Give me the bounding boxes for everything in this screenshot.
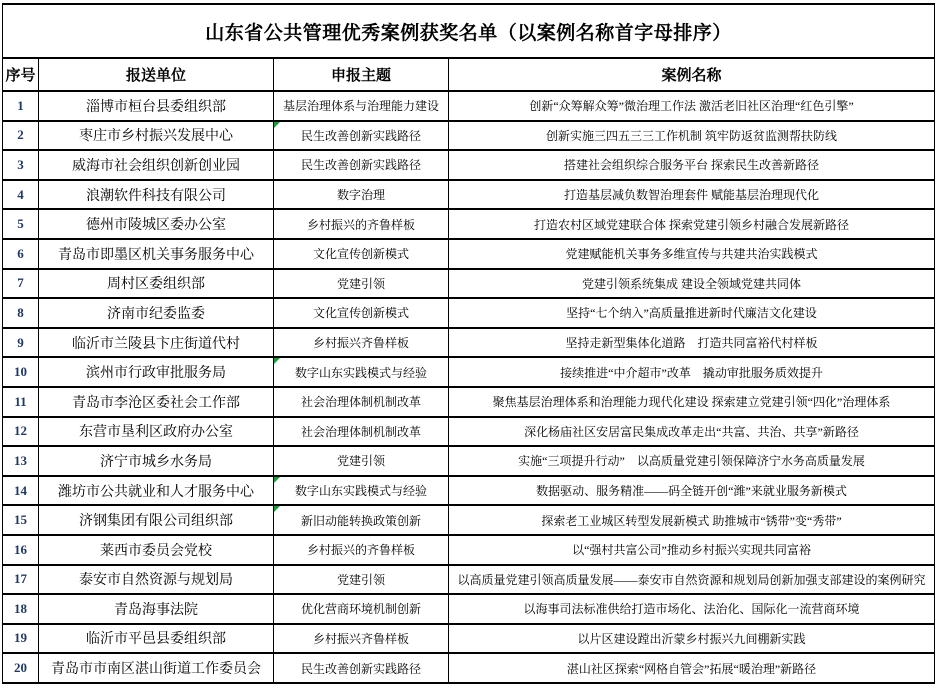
cell-text: 临沂市平邑县委组织部 [86,632,226,648]
cell-text: 淄博市桓台县委组织部 [86,99,226,115]
cell-text: 乡村振兴齐鲁样板 [312,336,409,351]
cell-case [449,653,935,683]
cell-case [449,417,935,447]
cell-theme [274,91,449,121]
cell-text: 德州市陵城区委办公室 [86,218,226,234]
cell-text: 12 [14,423,27,439]
cell-text: 民生改善创新实践路径 [300,158,421,173]
cell-theme [274,209,449,239]
cell-text: 优化营商环境机制创新 [300,602,421,617]
cell-unit [39,357,274,387]
cell-text: 滨州市行政审批服务局 [86,366,226,382]
cell-unit [39,505,274,535]
cell-theme [274,328,449,358]
table-row [3,91,935,121]
cell-no [3,298,39,328]
cell-case [449,150,935,180]
cell-case [449,505,935,535]
cell-error-marker-icon [274,477,280,483]
cell-text: 济宁市城乡水务局 [100,454,212,470]
cell-error-marker-icon [274,358,280,364]
table-row [3,180,935,210]
cell-no [3,269,39,299]
cell-no [3,150,39,180]
cell-text: 深化杨庙社区安居富民集成改革走出“共富、共治、共享”新路径 [524,424,859,439]
cell-case [449,91,935,121]
cell-text: 党建引领 [336,276,385,291]
cell-text: 潍坊市公共就业和人才服务中心 [58,484,254,500]
cell-text: 枣庄市乡村振兴发展中心 [79,129,233,145]
table-row [3,209,935,239]
cell-unit [39,269,274,299]
cell-no [3,653,39,683]
cell-theme [274,269,449,299]
cell-text: 6 [17,245,24,261]
cell-unit [39,565,274,595]
cell-text: 基层治理体系与治理能力建设 [282,99,439,114]
cell-theme [274,298,449,328]
table-row [3,476,935,506]
award-table [2,3,935,684]
cell-text: 浪潮软件科技有限公司 [86,188,226,204]
cell-text: 新旧动能转换政策创新 [300,513,421,528]
cell-theme [274,417,449,447]
table-row [3,505,935,535]
cell-theme [274,357,449,387]
cell-no [3,624,39,654]
cell-text: 以海事司法标准供给打造市场化、法治化、国际化一流营商环境 [523,602,860,617]
cell-no [3,387,39,417]
cell-no [3,446,39,476]
cell-no [3,535,39,565]
cell-text: 青岛市即墨区机关事务服务中心 [58,247,254,263]
cell-case [449,624,935,654]
cell-text: 社会治理体制机制改革 [300,424,421,439]
cell-text: 13 [14,452,27,468]
header-case: 案例名称 [449,58,935,91]
cell-text: 8 [17,304,24,320]
cell-unit [39,476,274,506]
cell-text: 民生改善创新实践路径 [300,128,421,143]
cell-text: 党建引领系统集成 建设全领域党建共同体 [582,276,802,291]
cell-unit [39,417,274,447]
cell-theme [274,150,449,180]
cell-text: 数字山东实践模式与经验 [294,365,427,380]
cell-no [3,91,39,121]
table-row [3,121,935,151]
cell-case [449,328,935,358]
cell-text: 4 [17,186,24,202]
cell-text: 打造基层减负数智治理套件 赋能基层治理现代化 [564,188,820,203]
cell-unit [39,328,274,358]
cell-no [3,239,39,269]
cell-error-marker-icon [274,506,280,512]
cell-text: 乡村振兴的齐鲁样板 [306,217,415,232]
cell-text: 16 [14,541,27,557]
cell-theme [274,624,449,654]
cell-text: 15 [14,512,27,528]
cell-no [3,594,39,624]
cell-text: 以片区建设蹚出沂蒙乡村振兴九间棚新实践 [577,631,806,646]
cell-case [449,269,935,299]
cell-no [3,357,39,387]
table-row [3,624,935,654]
cell-text: 数据驱动、服务精准——码全链开创“潍”来就业服务新模式 [536,484,847,499]
cell-theme [274,121,449,151]
cell-text: 3 [17,156,24,172]
cell-case [449,446,935,476]
cell-no [3,417,39,447]
cell-text: 19 [14,630,27,646]
cell-text: 东营市垦利区政府办公室 [79,425,233,441]
cell-theme [274,594,449,624]
cell-unit [39,298,274,328]
cell-text: 实施“三项提升行动” 以高质量党建引领保障济宁水务高质量发展 [518,454,865,469]
cell-text: 文化宣传创新模式 [312,306,409,321]
header-theme: 申报主题 [274,58,449,91]
cell-text: 10 [14,364,27,380]
cell-case [449,239,935,269]
cell-text: 数字山东实践模式与经验 [294,484,427,499]
table-row [3,239,935,269]
cell-text: 周村区委组织部 [107,277,205,293]
cell-theme [274,476,449,506]
table-row [3,269,935,299]
table-row [3,357,935,387]
cell-unit [39,239,274,269]
cell-text: 14 [14,482,27,498]
cell-text: 乡村振兴的齐鲁样板 [306,543,415,558]
cell-text: 济钢集团有限公司组织部 [79,514,233,530]
cell-text: 创新“众筹解众筹”微治理工作法 激活老旧社区治理“红色引擎” [529,99,854,114]
cell-text: 17 [14,571,27,587]
cell-case [449,535,935,565]
cell-text: 打造农村区域党建联合体 探索党建引领乡村融合发展新路径 [534,217,850,232]
cell-unit [39,594,274,624]
cell-no [3,476,39,506]
table-row [3,417,935,447]
cell-text: 青岛海事法院 [114,602,198,618]
cell-text: 创新实施三四五三三工作机制 筑牢防返贫监测帮扶防线 [546,128,838,143]
cell-text: 济南市纪委监委 [107,306,205,322]
table-row [3,328,935,358]
cell-unit [39,535,274,565]
cell-text: 党建赋能机关事务多维宣传与共建共治实践模式 [565,247,818,262]
cell-text: 临沂市兰陵县卞庄街道代村 [72,336,240,352]
table-row [3,565,935,595]
cell-case [449,209,935,239]
cell-no [3,328,39,358]
cell-theme [274,653,449,683]
cell-text: 社会治理体制机制改革 [300,395,421,410]
cell-no [3,209,39,239]
cell-text: 党建引领 [336,572,385,587]
cell-text: 莱西市委员会党校 [100,543,212,559]
cell-text: 搭建社会组织综合服务平台 探索民生改善新路径 [564,158,820,173]
table-row [3,150,935,180]
table-row [3,298,935,328]
cell-no [3,565,39,595]
cell-text: 2 [17,127,24,143]
cell-case [449,476,935,506]
cell-theme [274,387,449,417]
cell-theme [274,535,449,565]
table-row [3,446,935,476]
cell-unit [39,91,274,121]
table-body [3,91,935,683]
cell-text: 坚持走新型集体化道路 打造共同富裕代村样板 [565,336,818,351]
cell-text: 20 [14,660,27,676]
cell-case [449,298,935,328]
cell-text: 9 [17,334,24,350]
page-title: 山东省公共管理优秀案例获奖名单（以案例名称首字母排序） [3,4,935,58]
cell-unit [39,387,274,417]
cell-text: 5 [17,216,24,232]
cell-text: 青岛市市南区湛山街道工作委员会 [51,662,261,678]
cell-text: 文化宣传创新模式 [312,247,409,262]
cell-unit [39,446,274,476]
cell-theme [274,180,449,210]
cell-text: 青岛市李沧区委社会工作部 [72,395,240,411]
cell-no [3,121,39,151]
cell-unit [39,624,274,654]
cell-error-marker-icon [274,122,280,128]
cell-case [449,357,935,387]
cell-text: 探索老工业城区转型发展新模式 助推城市“锈带”变“秀带” [541,513,842,528]
table-row [3,594,935,624]
cell-case [449,387,935,417]
cell-text: 威海市社会组织创新创业园 [72,158,240,174]
cell-text: 党建引领 [336,454,385,469]
cell-text: 坚持“七个纳入”高质量推进新时代廉洁文化建设 [566,306,817,321]
table-row [3,535,935,565]
cell-text: 以高质量党建引领高质量发展——泰安市自然资源和规划局创新加强支部建设的案例研究 [457,572,926,587]
cell-case [449,121,935,151]
cell-case [449,180,935,210]
table-row [3,387,935,417]
cell-case [449,594,935,624]
cell-text: 7 [17,275,24,291]
table-header-row [3,58,935,91]
cell-text: 泰安市自然资源与规划局 [79,573,233,589]
title-row [3,4,935,58]
header-no: 序号 [3,58,39,91]
cell-theme [274,239,449,269]
table-row [3,653,935,683]
cell-unit [39,121,274,151]
cell-text: 18 [14,600,27,616]
cell-text: 数字治理 [336,188,385,203]
cell-unit [39,209,274,239]
cell-text: 湛山社区探索“网格自管会”拓展“暖治理”新路径 [566,661,817,676]
cell-text: 接续推进“中介超市”改革 撬动审批服务质效提升 [560,365,823,380]
cell-theme [274,505,449,535]
cell-unit [39,653,274,683]
cell-unit [39,150,274,180]
cell-unit [39,180,274,210]
cell-no [3,180,39,210]
cell-no [3,505,39,535]
cell-text: 以“强村共富公司”推动乡村振兴实现共同富裕 [572,543,811,558]
header-unit: 报送单位 [39,58,274,91]
cell-text: 1 [17,97,24,113]
cell-text: 民生改善创新实践路径 [300,661,421,676]
cell-text: 乡村振兴齐鲁样板 [312,631,409,646]
cell-text: 11 [14,393,27,409]
cell-theme [274,565,449,595]
cell-theme [274,446,449,476]
cell-case [449,565,935,595]
cell-text: 聚焦基层治理体系和治理能力现代化建设 探索建立党建引领“四化”治理体系 [492,395,891,410]
